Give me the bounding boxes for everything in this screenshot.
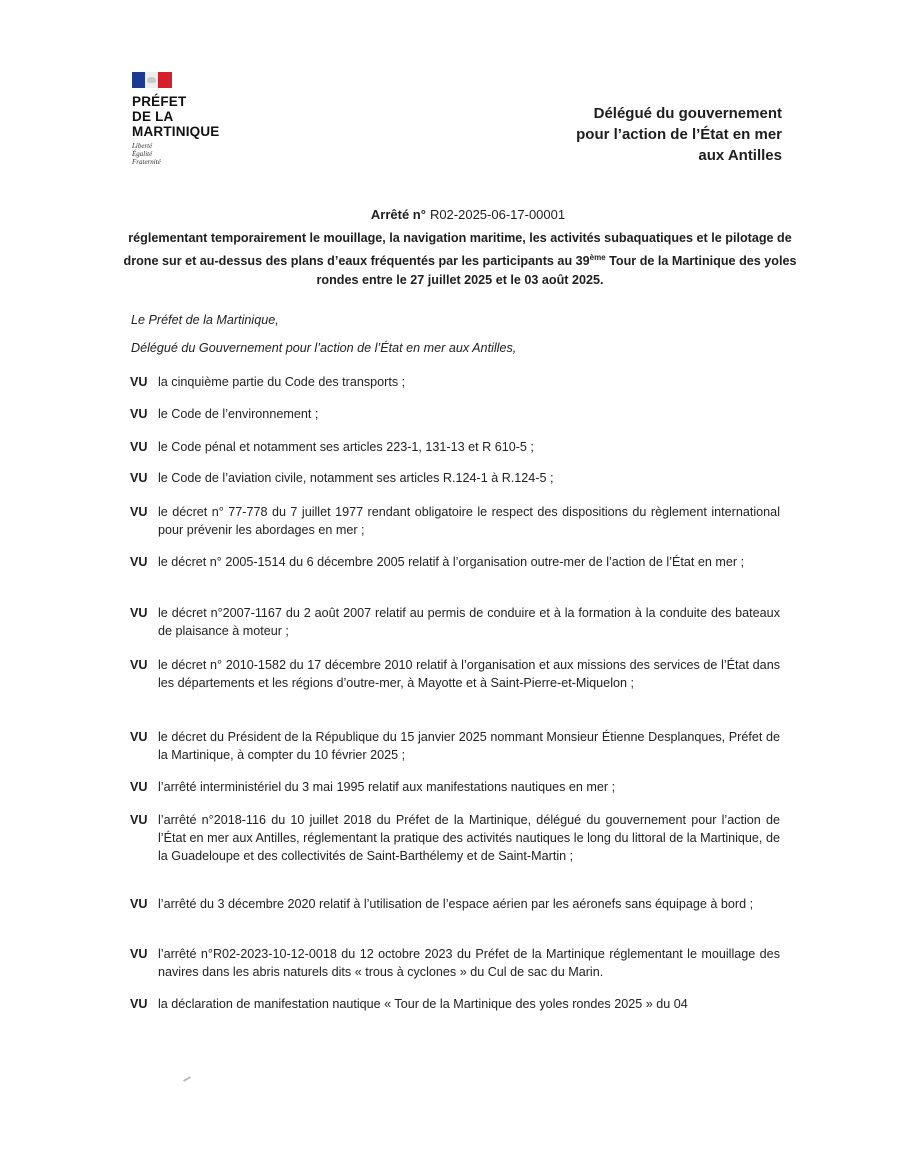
preamble-delegate: Délégué du Gouvernement pour l’action de l’État en mer aux Antilles, [131,341,517,355]
arrete-label: Arrêté n° [370,207,426,222]
vu-item [130,945,780,981]
vu-label: VU [130,555,148,569]
vu-text: la déclaration de manifestation nautique « Tour de la Martinique des yoles rondes 2025 » du 04 [158,997,688,1011]
vu-label: VU [130,658,148,672]
arrete-title [120,229,800,290]
vu-item [130,405,780,423]
vu-item [130,469,780,487]
scan-mark [183,1076,191,1082]
vu-text: le Code de l’environnement ; [158,407,319,421]
vu-item [130,656,780,692]
vu-text: le Code pénal et notamment ses articles 223-1, 131-13 et R 610-5 ; [158,440,534,454]
vu-label: VU [130,813,148,827]
vu-text: l’arrêté interministériel du 3 mai 1995 relatif aux manifestations nautiques en mer ; [158,780,616,794]
vu-text: le Code de l’aviation civile, notamment ses articles R.124-1 à R.124-5 ; [158,471,554,485]
vu-text: le décret n° 77-778 du 7 juillet 1977 rendant obligatoire le respect des dispositions du règlement international pour prévenir les abordages en mer ; [158,505,780,537]
vu-item [130,778,780,796]
issuer-line: Délégué du gouvernement [593,105,782,122]
issuer-header [576,103,782,166]
arrete-number [0,207,900,222]
vu-text: le décret n° 2010-1582 du 17 décembre 2010 relatif à l’organisation et aux missions des services de l’État dans les départements et les régions d’outre-mer, à Mayotte et à Saint-Pierre-et-Miquelon ; [158,658,780,690]
vu-item [130,728,780,764]
logo-title [132,94,220,139]
vu-label: VU [130,780,148,794]
devise-line: Liberté [132,142,153,150]
vu-label: VU [130,440,148,454]
vu-item [130,995,780,1013]
logo-devise [132,142,161,166]
preamble-prefect: Le Préfet de la Martinique, [131,313,279,327]
vu-item [130,811,780,865]
vu-text: la cinquième partie du Code des transports ; [158,375,406,389]
issuer-line: aux Antilles [698,147,782,164]
vu-text: le décret n°2007-1167 du 2 août 2007 relatif au permis de conduire et à la formation à la conduite des bateaux de plaisance à moteur ; [158,606,780,638]
vu-label: VU [130,947,148,961]
arrete-number-value: R02-2025-06-17-00001 [429,207,566,222]
vu-label: VU [130,606,148,620]
vu-item [130,895,780,913]
vu-item [130,553,780,571]
issuer-line: pour l’action de l’État en mer [576,126,782,143]
devise-line: Égalité [132,150,153,158]
vu-label: VU [130,730,148,744]
vu-item [130,604,780,640]
title-text: Tour de la Martinique des yoles rondes entre le 27 juillet 2025 et le 03 août 2025. [316,254,797,288]
logo-title-line: DE LA [132,109,174,124]
vu-label: VU [130,997,148,1011]
vu-label: VU [130,897,148,911]
marianne-flag-icon [132,72,172,88]
vu-text: l’arrêté du 3 décembre 2020 relatif à l’utilisation de l’espace aérien par les aéronefs sans équipage à bord ; [158,897,754,911]
title-superscript: ème [589,253,606,262]
logo-title-line: PRÉFET [132,94,187,109]
vu-label: VU [130,471,148,485]
vu-label: VU [130,375,148,389]
vu-text: le décret du Président de la République du 15 janvier 2025 nommant Monsieur Étienne Desplanques, Préfet de la Martinique, à compter du 10 février 2025 ; [158,730,780,762]
vu-item [130,438,780,456]
devise-line: Fraternité [132,158,161,166]
vu-label: VU [130,505,148,519]
vu-item [130,373,780,391]
vu-text: le décret n° 2005-1514 du 6 décembre 2005 relatif à l’organisation outre-mer de l’action de l’État en mer ; [158,555,745,569]
title-text: réglementant temporairement le mouillage, la navigation maritime, les activités subaquatiques et le pilotage de drone sur et au-dessus des plans d’eaux fréquentés par les participants au 39 [123,231,792,269]
vu-text: l’arrêté n°R02-2023-10-12-0018 du 12 octobre 2023 du Préfet de la Martinique réglementant le mouillage des navires dans les abris naturels dits « trous à cyclones » du Cul de sac du Marin. [158,947,780,979]
vu-text: l’arrêté n°2018-116 du 10 juillet 2018 du Préfet de la Martinique, délégué du gouvernement pour l’action de l’État en mer aux Antilles, réglementant la pratique des activités nautiques le long du littoral de la Martinique, de la Guadeloupe et des collectivités de Saint-Barthélemy et de Saint-Martin ; [158,813,780,863]
vu-item [130,503,780,539]
vu-label: VU [130,407,148,421]
logo-title-line: MARTINIQUE [132,124,220,139]
